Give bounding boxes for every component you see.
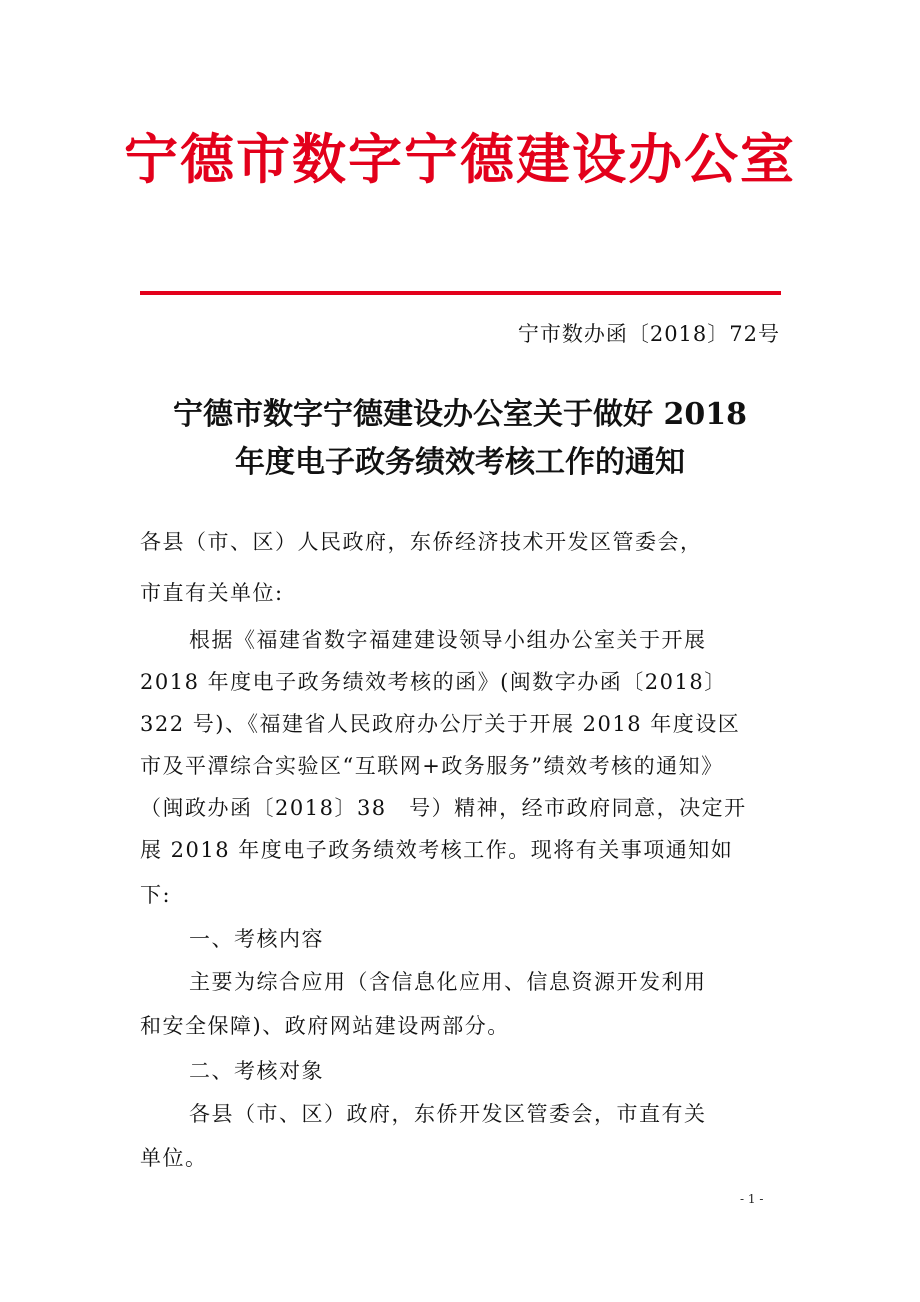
paragraph-line: 和安全保障)、政府网站建设两部分。 bbox=[140, 1014, 510, 1038]
paragraph-line: 展 2018 年度电子政务绩效考核工作。现将有关事项通知如 bbox=[140, 838, 734, 862]
paragraph-line: 各县（市、区）政府，东侨开发区管委会，市直有关 bbox=[189, 1102, 707, 1126]
letterhead-red-rule bbox=[140, 291, 781, 295]
paragraph-line: 2018 年度电子政务绩效考核的函》(闽数字办函〔2018〕 bbox=[140, 670, 727, 694]
paragraph-line: 单位。 bbox=[140, 1146, 208, 1170]
page-number: - 1 - bbox=[740, 1192, 764, 1206]
addressee-line: 市直有关单位: bbox=[140, 581, 284, 605]
document-number: 宁市数办函〔2018〕72号 bbox=[517, 322, 780, 346]
paragraph-line: （闽政办函〔2018〕38 号）精神，经市政府同意，决定开 bbox=[140, 796, 747, 820]
paragraph-line: 根据《福建省数字福建建设领导小组办公室关于开展 bbox=[189, 628, 707, 652]
document-title-line-2: 年度电子政务绩效考核工作的通知 bbox=[235, 445, 685, 480]
paragraph-line: 322 号)、《福建省人民政府办公厅关于开展 2018 年度设区 bbox=[140, 712, 741, 736]
paragraph-line: 主要为综合应用（含信息化应用、信息资源开发利用 bbox=[189, 970, 707, 994]
section-heading: 一、考核内容 bbox=[189, 927, 324, 951]
addressee-line: 各县（市、区）人民政府，东侨经济技术开发区管委会， bbox=[140, 530, 703, 554]
letterhead-org-name: 宁德市数字宁德建设办公室 bbox=[124, 128, 796, 191]
section-heading: 二、考核对象 bbox=[189, 1059, 324, 1083]
paragraph-line: 下: bbox=[140, 883, 172, 907]
document-title-line-1: 宁德市数字宁德建设办公室关于做好 2018 bbox=[173, 397, 747, 432]
paragraph-line: 市及平潭综合实验区“互联网+政务服务”绩效考核的通知》 bbox=[140, 754, 724, 778]
